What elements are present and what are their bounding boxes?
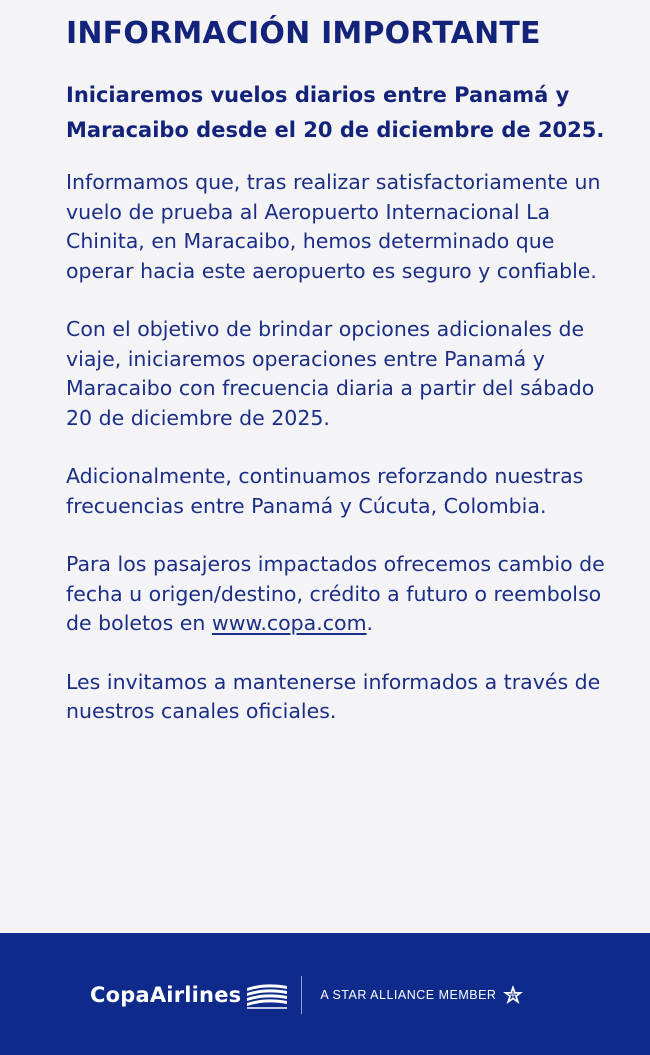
footer-logos bbox=[90, 977, 524, 1013]
passenger-options-text: Para los pasajeros impactados ofrecemos cambio de fecha u origen/destino, crédito a futuro o reembolso de boletos en bbox=[66, 552, 605, 635]
paragraph-stay-informed: Les invitamos a mantenerse informados a través de nuestros canales oficiales. bbox=[66, 669, 601, 723]
copa-wing-logo-icon bbox=[245, 980, 289, 1010]
copa-airlines-wordmark: CopaAirlines bbox=[90, 983, 242, 1007]
paragraph-cucuta-frequencies: Adicionalmente, continuamos reforzando nuestras frecuencias entre Panamá y Cúcuta, Colombia. bbox=[66, 464, 584, 518]
link-suffix: . bbox=[366, 611, 374, 635]
notice-content bbox=[66, 14, 626, 756]
paragraph-passenger-options bbox=[66, 550, 626, 639]
footer-banner bbox=[0, 933, 650, 1055]
star-alliance-text: A STAR ALLIANCE MEMBER bbox=[320, 988, 497, 1002]
paragraph-test-flight: Informamos que, tras realizar satisfactoriamente un vuelo de prueba al Aeropuerto Internacional La Chinita, en Maracaibo, hemos determinado que operar hacia este aeropuerto es seguro y confiable. bbox=[66, 170, 601, 283]
paragraph-daily-operations: Con el objetivo de brindar opciones adicionales de viaje, iniciaremos operaciones entre Panamá y Maracaibo con frecuencia diaria a partir del sábado 20 de diciembre de 2025. bbox=[66, 317, 595, 430]
copa-website-link[interactable]: www.copa.com bbox=[211, 611, 367, 635]
star-alliance-icon bbox=[502, 984, 524, 1006]
notice-subtitle: Iniciaremos vuelos diarios entre Panamá y Maracaibo desde el 20 de diciembre de 2025. bbox=[66, 83, 605, 142]
footer-divider bbox=[301, 976, 302, 1014]
page-title: INFORMACIÓN IMPORTANTE bbox=[66, 16, 541, 51]
